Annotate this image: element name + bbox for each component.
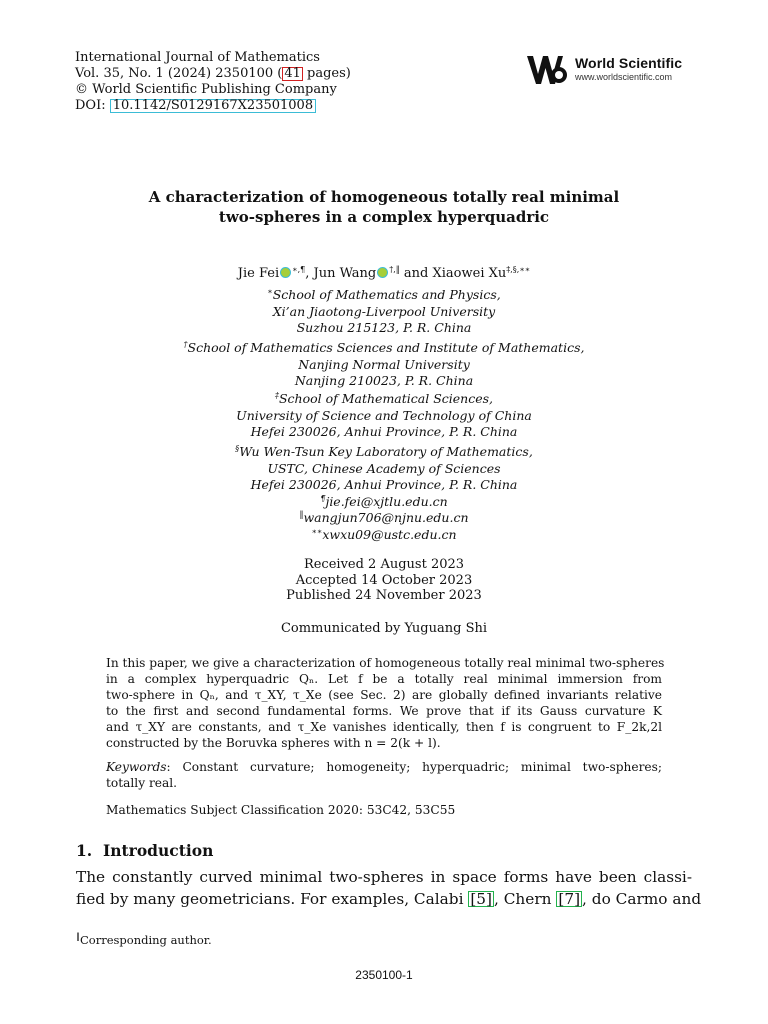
keywords-label: Keywords xyxy=(106,760,167,774)
publisher-brand xyxy=(575,57,682,83)
affiliation xyxy=(0,287,768,337)
volume-prefix: Vol. 35, No. 1 (2024) 2350100 ( xyxy=(75,66,283,81)
world-scientific-logo-icon xyxy=(525,52,569,88)
publisher-url: www.worldscientific.com xyxy=(575,72,673,82)
citation-link[interactable]: [7] xyxy=(558,889,581,908)
title-line-2: two-spheres in a complex hyperquadric xyxy=(218,208,550,226)
keywords xyxy=(106,760,662,792)
intro-text: , Chern xyxy=(494,889,557,908)
email-address[interactable]: jie.fei@xjtlu.edu.cn xyxy=(325,493,448,509)
orcid-icon[interactable] xyxy=(377,267,388,278)
affiliation-line: Nanjing Normal University xyxy=(298,356,470,372)
msc-classification: Mathematics Subject Classification 2020: 53C42, 53C55 xyxy=(106,803,456,817)
affiliation-line: Nanjing 210023, P. R. China xyxy=(294,373,474,388)
doi-link[interactable]: 10.1142/S0129167X23501008 xyxy=(110,99,316,113)
email-line xyxy=(0,527,768,544)
author-name: Xiaowei Xu xyxy=(432,266,507,281)
section-heading xyxy=(76,841,213,860)
copyright-line: © World Scientific Publishing Company xyxy=(75,82,337,97)
affiliation xyxy=(0,340,768,390)
author-list xyxy=(0,266,768,282)
email-line xyxy=(0,510,768,527)
author-separator: , xyxy=(305,266,314,281)
section-number: 1. xyxy=(76,841,93,860)
doi-label: DOI: xyxy=(75,98,110,113)
page-count-link[interactable]: 41 xyxy=(284,66,301,81)
journal-name: International Journal of Mathematics xyxy=(75,50,320,65)
affiliation xyxy=(0,444,768,543)
author-separator: and xyxy=(399,266,433,281)
abstract xyxy=(106,656,665,751)
author-marks: ∗,¶ xyxy=(292,265,306,274)
email-mark: ¶ xyxy=(320,493,326,503)
doi-line xyxy=(75,98,351,114)
affiliation-line: Xi’an Jiaotong-Liverpool University xyxy=(272,303,496,319)
published-date: Published 24 November 2023 xyxy=(286,588,482,603)
affiliation-line: Wu Wen-Tsun Key Laboratory of Mathematics, xyxy=(239,444,533,459)
title-line-1: A characterization of homogeneous totally real minimal xyxy=(148,188,620,206)
affiliation-mark: ∗ xyxy=(267,287,273,296)
affiliation-mark: † xyxy=(183,340,188,349)
citation-link[interactable]: [5] xyxy=(470,889,492,908)
affiliation-line: School of Mathematical Sciences, xyxy=(278,391,494,406)
email-address[interactable]: xwxu09@ustc.edu.cn xyxy=(322,526,457,542)
abstract-line: to the first and second fundamental forms. We prove that if its Gauss curvature K xyxy=(106,703,662,718)
author-marks: ‡,§,∗∗ xyxy=(506,265,531,274)
intro-paragraph xyxy=(76,867,702,910)
intro-line xyxy=(76,889,702,911)
publisher-name: World Scientific xyxy=(575,55,683,71)
section-title: Introduction xyxy=(102,841,214,860)
footnote xyxy=(76,933,212,947)
intro-line: The constantly curved minimal two-spheres in space forms have been classi- xyxy=(76,868,692,886)
abstract-line: two-sphere in Qₙ, and τ_XY, τ_Xe (see Sec. 2) are globally defined invariants relative xyxy=(106,687,662,702)
affiliation-line: USTC, Chinese Academy of Sciences xyxy=(267,460,501,476)
affiliation-line: Hefei 230026, Anhui Province, P. R. China xyxy=(250,424,518,439)
intro-text: , do Carmo and xyxy=(582,889,702,908)
email-address[interactable]: wangjun706@njnu.edu.cn xyxy=(303,510,469,525)
intro-text: fied by many geometricians. For examples, Calabi xyxy=(76,889,469,908)
volume-info xyxy=(75,66,351,82)
volume-suffix: pages) xyxy=(302,66,351,81)
keywords-text: : Constant curvature; homogeneity; hyperquadric; minimal two-spheres; xyxy=(166,760,662,774)
abstract-line: in a complex hyperquadric Qₙ. Let f be a totally real minimal immersion from xyxy=(106,671,662,686)
page-number: 2350100-1 xyxy=(355,968,413,982)
abstract-line: In this paper, we give a characterization of homogeneous totally real minimal two-spheres xyxy=(106,656,665,670)
author-marks: †,‖ xyxy=(389,265,400,274)
footnote-mark: ‖ xyxy=(76,932,80,941)
keywords-text: totally real. xyxy=(106,775,178,790)
affiliation-line: Hefei 230026, Anhui Province, P. R. China xyxy=(250,477,518,492)
author-name: Jie Fei xyxy=(237,266,280,281)
paper-title xyxy=(0,187,768,227)
publisher-logo xyxy=(525,52,682,88)
orcid-icon[interactable] xyxy=(280,267,291,278)
affiliation-line: Suzhou 215123, P. R. China xyxy=(296,320,472,335)
journal-info xyxy=(75,50,351,114)
affiliation-mark: ‡ xyxy=(274,391,279,400)
abstract-line: and τ_XY are constants, and τ_Xe vanishes identically, then f is congruent to F_2k,2l xyxy=(106,719,662,734)
affiliation-line: School of Mathematics Sciences and Institute of Mathematics, xyxy=(187,340,585,355)
publication-dates xyxy=(0,557,768,604)
email-mark: ‖ xyxy=(299,510,304,519)
abstract-line: constructed by the Boruvka spheres with n = 2(k + l). xyxy=(106,735,441,750)
email-line xyxy=(0,494,768,511)
footnote-text: Corresponding author. xyxy=(80,933,212,947)
affiliation-line: University of Science and Technology of China xyxy=(236,407,532,423)
affiliation-mark: § xyxy=(235,444,240,453)
received-date: Received 2 August 2023 xyxy=(303,557,465,572)
accepted-date: Accepted 14 October 2023 xyxy=(295,572,473,588)
communicated-by: Communicated by Yuguang Shi xyxy=(280,621,488,636)
email-mark: ∗∗ xyxy=(311,526,323,536)
author-name: Jun Wang xyxy=(313,266,377,281)
affiliation-line: School of Mathematics and Physics, xyxy=(272,287,501,302)
affiliation xyxy=(0,391,768,441)
